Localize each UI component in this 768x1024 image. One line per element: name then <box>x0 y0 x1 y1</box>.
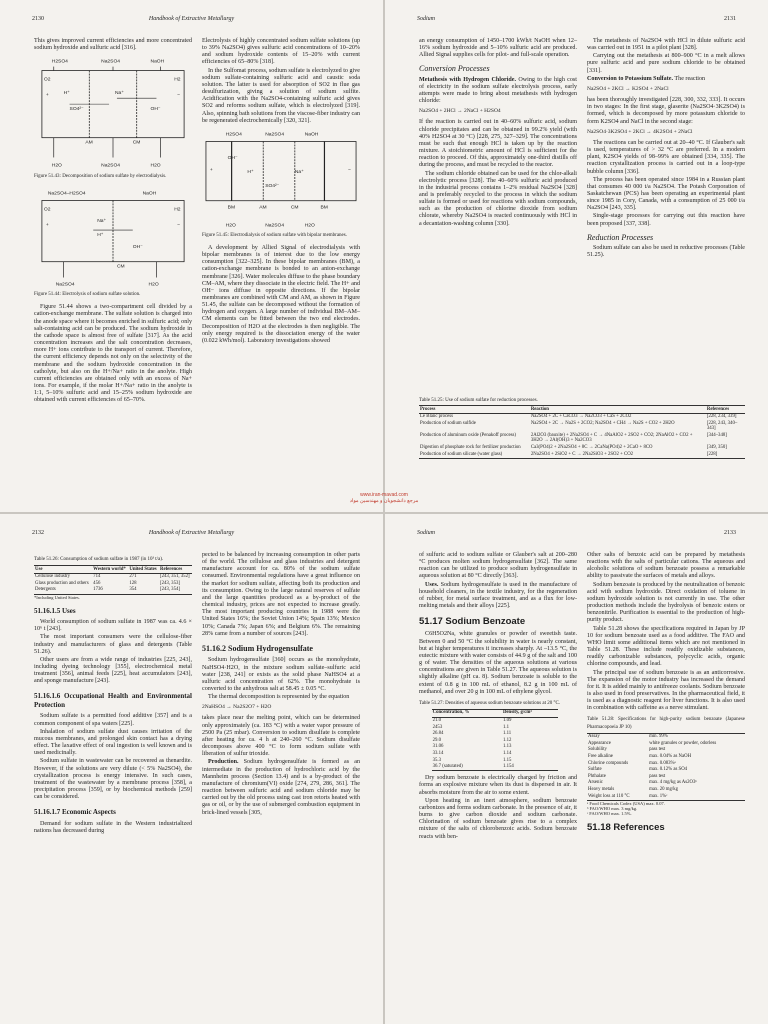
section-heading: Reduction Processes <box>587 232 654 242</box>
page-2133 <box>385 514 768 1024</box>
table-cell: 1736 <box>93 587 103 593</box>
paragraph <box>202 759 360 816</box>
column-right <box>587 38 745 260</box>
section-heading: 51.16.2 Sodium Hydrogensulfate <box>202 643 313 653</box>
fig44-bottom-label: H2O <box>148 282 159 288</box>
table-cell: Glass production and others <box>35 580 89 586</box>
paragraph: The thermal decomposition is represented by the equation <box>208 694 350 701</box>
chapter-heading: 51.17 Sodium Benzoate <box>419 616 526 628</box>
table-cell: 1.12 <box>502 737 512 743</box>
watermark-url: www.iran-mavad.com <box>360 492 408 498</box>
table-cell: Assay <box>588 734 600 740</box>
table-cell: 271 <box>129 574 137 580</box>
anode-sign: + <box>45 93 49 99</box>
paragraph: Sodium hydrogensulfate [360] occurs as the monohydrate, NaHSO4·H2O, in the mixture sodium sulfate–sulfuric acid water [238, 241] or exists as the solid phase NaHSO4 at a sulfuric acid concentration of 62%. The monohydrate is converted to the anhydrous salt at 58.45 ± 0.05 °C. <box>202 657 360 692</box>
paragraph: The most important consumers were the cellulose-fiber industry and manufacturers of glass and detergents (Table 51.26). <box>34 634 192 655</box>
fig44-bottom-label: Na2SO4 <box>55 282 75 288</box>
table-title: Table 51.25: Use of sodium sulfate for reduction processes. <box>419 398 538 403</box>
page-2131 <box>349 0 768 512</box>
fig45-membrane-label: BM <box>320 205 328 211</box>
table-title: Table 51.26: Consumption of sodium sulfate in 1987 (in 10³ t/a). <box>34 557 164 562</box>
densities-table <box>432 709 558 771</box>
table-row <box>432 751 558 758</box>
column-right <box>587 552 745 837</box>
table-cell: Production of sodium sulfide <box>420 420 476 426</box>
section-heading: 51.16.1.7 Economic Aspects <box>34 808 116 817</box>
paragraph: Sodium sulfate in wastewater can be recovered as thenardite. However, if the solutions are very dilute (< 5% Na2SO4), the crystallization process is energy intensive. In such cases, treatment of the wastewater by a membrane process [358], a precipitation process [359], or by biochemical methods [259] can be considered. <box>34 758 192 801</box>
reaction-equation: Na2SO4·3K2SO4 + 2KCl → 4K2SO4 + 2NaCl <box>587 128 693 135</box>
page-number: 2133 <box>724 530 736 536</box>
table-cell: 33.14 <box>432 751 444 757</box>
paragraph: takes place near the melting point, which can be determined only approximately (ca. 183 °C) with a water vapor pressure of 2500 Pa (25 mbar). Conversion to sodium disulfate is complete after heating for ca. 4 h at 240–260 °C. Sodium disulfate decomposes above 400 °C to form sodium sulfate with liberation of sulfur trioxide. <box>202 715 360 758</box>
electrodialysis-cell-svg <box>34 54 192 172</box>
table-cell: Sulfate <box>588 767 602 773</box>
fig43-gas-label: O2 <box>43 77 51 83</box>
paragraph-text: Sodium hydrogensulfate is formed as an intermediate in the production of hydrochloric acid by the Mannheim process (Section 13.4) and is a by-product of the manufacture of chromium(VI) oxide [274, 279, 286, 361]. The reaction between sulfuric acid and sodium chloride may be carried out by the old process using cast iron retorts heated with gas or oil, or by the use of submerged combustion equipment in brick-lined vessels [305, <box>202 759 360 816</box>
fig44-top-label: Na2SO4–H2SO4 <box>47 191 86 197</box>
fig45-membrane-label: AM <box>259 205 267 211</box>
watermark <box>0 492 768 504</box>
running-head: Sodium <box>417 530 435 536</box>
column-header: References <box>159 566 183 572</box>
paragraph: Electrolysis of highly concentrated sodium sulfate solutions (up to 39% Na2SO4) gives sulfuric acid concentrations of 10–20% and sodium hydroxide contents of 15–20% with current efficiencies of 65–80% [318]. <box>202 38 360 66</box>
table-cell: Chlorine compounds <box>588 760 629 766</box>
figure-51-44-diagram <box>34 186 192 290</box>
table-cell: Digestion of phosphate rock for fertilizer production <box>420 445 521 451</box>
fig45-bottom-label: H2O <box>304 223 315 229</box>
fig45-membrane-label: BM <box>227 205 236 211</box>
run-in-heading: Uses. <box>425 581 439 588</box>
figure-caption: Figure 51.43: Decomposition of sodium sulfate by electrodialysis. <box>34 174 167 180</box>
table-cell: [228, 243, 340–343] <box>706 420 738 432</box>
table-cell: max. 0.083%ᵃ <box>649 760 676 766</box>
table-cell: pass test <box>649 773 666 779</box>
running-head: Sodium <box>417 16 435 22</box>
figure-caption: Figure 51.44: Electrolysis of sodium sulfate solution. <box>34 292 141 298</box>
table-row <box>432 724 558 731</box>
paragraph: Demand for sodium sulfate in the Western industrialized nations has decreased during <box>34 820 192 834</box>
table-title: Table 51.28: Specifications for high-purity sodium benzoate (Japanese Pharmacopoeia JP 10) <box>587 717 745 730</box>
table-cell: max. 1%ᶜ <box>649 793 668 799</box>
cathode-sign: − <box>177 93 181 99</box>
table-cell: 714 <box>93 574 101 580</box>
fig43-ion-label: OH⁻ <box>150 107 161 113</box>
column-header: Reaction <box>530 406 549 412</box>
page-number: 2130 <box>32 16 44 22</box>
table-header-row <box>419 406 745 414</box>
paragraph: Sodium sulfate is a permitted food additive [357] and is a common component of spa waters [225]. <box>34 713 192 727</box>
column-header: United States <box>129 566 157 572</box>
page-number: 2131 <box>724 16 736 22</box>
cell-outline <box>206 141 356 200</box>
table-cell: 2453 <box>432 724 443 730</box>
figure-caption: Figure 51.45: Electrodialysis of sodium sulfate with bipolar membranes. <box>202 232 347 238</box>
table-cell: max. 0.04% as NaOH <box>649 754 692 760</box>
paragraph: Table 51.28 shows the specifications required in Japan by JP 10 for sodium benzoate used as a food additive. The FAO and WHO limit some additional items which are not mentioned in Table 51.28. These include readily oxidizable substances, readily carbonizable substances, polycyclic acids, organic chlorine compounds, and lead. <box>587 625 745 668</box>
fig43-top-label: NaOH <box>150 59 165 65</box>
paragraph: The sodium chloride obtained can be used for the chlor-alkali electrolytic process [328]. The 40–60% sulfuric acid produced in the industrial process contains 1–2% residual Na2SO4 [328] and is preferably recycled to the process in which the sodium sulfate is formed or used for reactions with sodium compounds, such as the production of chlorine dioxide from sodium chlorate, whereby Na2SO4 is reacted continuously with HCl in a decantation-washing column [330]. <box>419 170 577 227</box>
watermark-text: مرجع دانشجویان و مهندسین مواد <box>349 498 419 504</box>
table-cell: 2Na2SO4 + 2SiO2 + C → 2Na2SiO3 + 2SO2 + CO2 <box>530 451 634 457</box>
paragraph: of sulfuric acid to sodium sulfate or Glauber's salt at 200–280 °C produces molten sodium hydrogensulfate [362]. The same reaction can be utilized to produce sodium hydrogensulfate in aqueous solution at 80 °C directly [363]. <box>419 552 577 580</box>
specifications-table <box>587 733 745 801</box>
table-cell: 2Al2O3 (bauxite) + 2Na2SO4 + C → 4NaAlO2 + 2SO2 + CO2; 2NaAlO2 + CO2 + 3H2O → 2Al(OH)3 + Na2CO3 <box>530 432 693 444</box>
consumption-table <box>34 565 192 594</box>
table-cell: pass test <box>649 747 666 753</box>
fig45-bottom-label: H2O <box>225 223 236 229</box>
fig43-bottom-label: H2O <box>150 163 161 169</box>
fig44-ion-label: Na⁺ <box>97 219 107 225</box>
fig43-membrane-label: AM <box>85 140 93 146</box>
table-cell: Solubility <box>588 747 607 753</box>
page-header <box>417 16 736 26</box>
page-header <box>32 530 351 540</box>
table-cell: 1.1 <box>502 724 509 730</box>
fig43-ion-label: Na⁺ <box>114 91 124 97</box>
paragraph: The process has been operated since 1984 in a Russian plant that consumes 40 000 t/a Na2SO4. The Potash Corporation of Saskatchewan (PCS) has been operating an experimental plant since 1985 in Cory, Canada, with a consumption of 25 000 t/a Na2SO4 [243, 335]. <box>587 176 745 212</box>
table-row <box>419 445 745 452</box>
paragraph <box>587 76 745 83</box>
paragraph: The principal use of sodium benzoate is as an anticorrosive. The expansion of the motor industry has increased the demand for it. It is added mainly to antifreeze coolants. Sodium benzoate is also used in food preservatives. In the pharmaceutical field, it is used as a diagnostic reagent for liver functions. It is also used in combination with caffeine as a nerve stimulant. <box>587 669 745 712</box>
page-header <box>32 16 351 26</box>
table-row <box>419 413 745 420</box>
paragraph: The metathesis of Na2SO4 with HCl in dilute sulfuric acid was carried out in 1951 in a pilot plant [328]. <box>587 38 745 52</box>
paragraph <box>419 582 577 611</box>
column-header: Use <box>35 566 43 572</box>
table-cell: [243, 354] <box>159 587 180 593</box>
column-header: Density, g/cm³ <box>502 710 532 716</box>
paragraph: Inhalation of sodium sulfate dust causes irritation of the mucous membranes, and prolonged skin contact has a drying effect. The laxative effect of oral ingestion is well known and is used medicinally. <box>34 728 192 757</box>
paragraph: Sodium benzoate is produced by the neutralization of benzoic acid with sodium hydroxide. Direct oxidation of toluene in sodium hydroxide solution is not currently in use. The other production methods include the hydrolysis of benzoic esters or benzonitrile. Purification is essential to the production of high-purity product. <box>587 581 745 624</box>
table-cell: 128 <box>129 580 137 586</box>
table-cell: 1.154 <box>502 764 514 770</box>
paragraph: has been thoroughly investigated [228, 300, 332, 333]. It occurs in two stages: In the first stage, glaserite (Na2SO4·3K2SO4) is formed, which is decomposed by more potassium chloride to form K2SO4 and NaCl in the second stage: <box>587 97 745 125</box>
chapter-heading: 51.18 References <box>587 821 665 833</box>
fig43-bottom-label: H2O <box>51 163 62 169</box>
table-cell: [349, 350] <box>706 445 727 451</box>
table-row <box>34 580 192 587</box>
page-2132 <box>0 514 383 1024</box>
table-row <box>587 733 745 740</box>
table-row <box>432 764 558 771</box>
run-in-heading: Conversion to Potassium Sulfate. <box>587 75 673 82</box>
anode-sign: + <box>45 223 49 229</box>
table-cell: Ca3(PO4)2 + 2Na2SO4 + 8C → 2CaNa(PO4)2 + 2CaO + 8CO <box>530 445 653 451</box>
column-left <box>34 38 192 406</box>
fig43-ion-label: H⁺ <box>63 91 70 97</box>
table-cell: 1.11 <box>502 731 512 737</box>
table-row <box>587 747 745 754</box>
fig44-gas-label: O2 <box>43 207 51 213</box>
table-cell: max. 0.12% as SO4 <box>649 767 688 773</box>
table-cell: 1.14 <box>502 751 512 757</box>
table-cell: [344–348] <box>706 432 727 438</box>
electrolysis-cell-svg <box>34 186 192 290</box>
table-cell: max. 20 mg/kg <box>649 787 679 792</box>
fig45-ion-label: Na⁺ <box>294 169 304 175</box>
paragraph: Upon heating in an inert atmosphere, sodium benzoate carbonizes and forms sodium carbonate. In the presence of air, it burns to give carbon dioxide and sodium carbonate. Chlorination of sodium benzoate gives rise to a complex mixture of the salts of chlorobenzoic acids. Sodium benzoate reacts with ben- <box>419 797 577 840</box>
section-heading: 51.16.1.5 Uses <box>34 606 76 615</box>
paragraph: Sodium sulfate can also be used in reductive processes (Table 51.25). <box>587 244 745 259</box>
table-cell: Le Blanc process <box>420 414 454 420</box>
section-heading: Conversion Processes <box>419 64 490 74</box>
table-footnote: ᵃ Food Chemicals Codex (USA) max. 0.07. <box>587 800 665 806</box>
table-row <box>34 573 192 580</box>
paragraph: If the reaction is carried out in 40–60% sulfuric acid, sodium chloride precipitates and can be obtained in 99.2% yield (with 40% H2SO4 at 30 °C) [228, 275, 327–329]. The concentrations must be such that enough HCl is taken up by the reaction mixture. A stoichiometric amount of HCl is sufficient for the reaction to proceed. Of this, approximately one-third distills off during the process, and must be recycled to the reactor. <box>419 119 577 169</box>
paragraph: Other users are from a wide range of industries [225, 243], including dyeing technology [355], electrochemical metal treatment [356], animal feeds [225], heat accumulators [243], and sponge manufacture [243]. <box>34 656 192 685</box>
table-cell: 456 <box>93 580 101 586</box>
fig44-ion-label: H⁺ <box>97 233 104 239</box>
table-row <box>587 767 745 774</box>
table-cell: Arsenic <box>588 780 603 786</box>
fig44-gas-label: H2 <box>174 207 181 213</box>
table-cell: Production of sodium silicate (water glass) <box>420 451 503 457</box>
fig43-gas-label: H2 <box>174 77 181 83</box>
table-cell: 36.7 (saturated) <box>432 764 463 770</box>
column-header: Western world* <box>93 566 126 572</box>
paragraph: pected to be balanced by increasing consumption in other parts of the world. The cellulose and glass industries and detergent manufacture account for ca. 80% of the sodium sulfate consumed. Environmental regulations have a great influence on the market for sodium sulfate, affecting both its production and its consumption. Owing to the large natural reserves of sulfate and the large quantities produced as a by-product of the chemical industry, prices are not expected to increase greatly. The most important producing countries in 1988 were the United States 16%; the Soviet Union 14%; Spain 13%; Mexico 10%; Canada 7%; Japan 6%; and Belgium 6%. The remaining 28% came from a number of sources [243]. <box>202 552 360 637</box>
fig45-ion-label: H⁺ <box>247 169 254 175</box>
fig43-ion-label: SO4²⁻ <box>69 107 84 113</box>
table-cell: min. 99% <box>649 734 668 740</box>
table-row <box>587 754 745 761</box>
paragraph-text: The reaction <box>674 75 706 82</box>
paragraph: Figure 51.44 shows a two-compartment cell divided by a cation-exchange membrane. The sulfate solution is charged into the anode space where it becomes enriched in sulfuric acid; only salt-containing acid can be produced. The sodium hydroxide in the cathode space is almost free of sulfate [317]. As the acid concentration increases and the salt concentration decreases, more H+ ions contribute to the transport of current. Therefore, the current efficiency depends not only on the selectivity of the membrane and the sodium hydroxide concentration in the catholyte, but also on the H+/Na+ ratio in the anolyte. High current efficiencies are obtained only with an excess of Na+ ions. For example, if the molar H+/Na+ ratio in the anolyte is 1:1, 5–10% sulfuric acid and 15–25% sodium hydroxide are obtained with current efficiencies of 65–70%. <box>34 304 192 404</box>
table-cell: 1.15 <box>502 757 512 763</box>
column-header: References <box>706 406 730 412</box>
table-cell: Na2SO4 + 2C + CaCO3 → Na2CO3 + CaS + 2CO2 <box>530 414 632 420</box>
paragraph: Single-stage processes for carrying out this reaction have been proposed [337, 338]. <box>587 213 745 227</box>
table-row <box>419 420 745 432</box>
cathode-sign: − <box>348 167 352 173</box>
table-row <box>432 731 558 738</box>
paragraph <box>419 77 577 106</box>
fig43-bottom-label: Na2SO4 <box>101 163 121 169</box>
table-footnote: ᶜ FAO/WHO max. 1.5%. <box>587 810 632 816</box>
fig45-bottom-label: Na2SO4 <box>265 223 285 229</box>
fig45-ion-label: OH⁻ <box>227 156 238 162</box>
reaction-equation: 2NaHSO4 → Na2S2O7 + H2O <box>202 704 272 711</box>
figure-51-43-diagram <box>34 54 192 172</box>
table-cell: Phthalate <box>588 773 606 779</box>
table-cell: Production of aluminum oxide (Penakoff process) <box>420 432 516 438</box>
fig45-top-label: H2SO4 <box>225 132 242 138</box>
paragraph: The reactions can be carried out at 20–40 °C. If Glauber's salt is used, temperatures of > 32 °C are preferred. In a modern plant, K2SO4 yields of 98–99% are obtained [334, 335]. The reaction crystallization process is carried out in a loop-type bubble column [336]. <box>587 139 745 175</box>
paragraph: Other salts of benzoic acid can be prepared by metathesis reactions with the salts of particular cations. The aqueous and alcoholic solutions of sodium benzoate possess a remarkable ability to passivate the surfaces of metals and alloys. <box>587 552 745 580</box>
table-row <box>419 432 745 444</box>
table-cell: Na2SO4 + 2C → Na2S + 2CO2; Na2SO4 + CH4 → Na2S + CO2 + 2H2O <box>530 420 675 426</box>
table-row <box>432 717 558 724</box>
table-cell: 1.13 <box>502 744 512 750</box>
run-in-heading: Production. <box>208 759 239 766</box>
table-row <box>587 760 745 767</box>
table-cell: Cellulose industry <box>35 574 71 580</box>
table-row <box>34 587 192 594</box>
figure-51-45-diagram <box>202 127 360 231</box>
table-header-row <box>34 566 192 574</box>
fig44-membrane-label: CM <box>116 264 125 270</box>
table-cell: 26.84 <box>432 731 444 737</box>
paragraph-text: Sodium hydrogensulfate is used in the manufacture of household cleaners, in the textile industry, for the regeneration of rubber, for metal surface treatment, and as a flux for low-melting metals and their alloys [225]. <box>419 581 577 610</box>
page-header <box>417 530 736 540</box>
table-cell: Weight loss at 110 °C <box>588 793 630 799</box>
reaction-equation: Na2SO4 + 2HCl → 2NaCl + H2SO4 <box>419 108 501 115</box>
fig45-top-label: Na2SO4 <box>265 132 285 138</box>
cell-outline <box>42 71 184 138</box>
paragraph: This gives improved current efficiencies and more concentrated sodium hydroxide and sulfuric acid [316]. <box>34 38 192 52</box>
paragraph: Carrying out the metathesis at 800–900 °C in a melt allows pure sulfuric acid and pure sodium chloride to be obtained [331]. <box>587 53 745 74</box>
table-cell: Free alkaline <box>588 754 613 760</box>
table-cell: white granules or powder, odorless <box>649 740 717 746</box>
table-cell: 31.06 <box>432 744 444 750</box>
table-cell: 354 <box>129 587 137 593</box>
table-row <box>587 740 745 747</box>
table-row <box>587 773 745 780</box>
fig45-membrane-label: CM <box>290 205 299 211</box>
table-cell: Detergents <box>35 587 56 593</box>
table-row <box>419 451 745 458</box>
running-head: Handbook of Extractive Metallurgy <box>148 16 235 22</box>
table-row <box>587 787 745 794</box>
table-footnote: ᵇ FAO/WHO max. 3 mg/kg. <box>587 805 638 811</box>
section-heading: 51.16.1.6 Occupational Health and Environmental Protection <box>34 692 192 709</box>
table-cell: 35.3 <box>432 757 442 763</box>
reduction-processes-table <box>419 405 745 459</box>
table-cell: [243, 351, 352] <box>159 574 190 580</box>
column-header: Process <box>420 406 436 412</box>
table-row <box>587 780 745 787</box>
table-title: Table 51.27: Densities of aqueous sodium benzoate solutions at 20 °C. <box>419 700 561 706</box>
column-left <box>419 552 577 842</box>
fig45-ion-label: SO4²⁻ <box>265 183 280 189</box>
table-cell: max. 4 mg/kg as As2O3ᵇ <box>649 780 697 786</box>
page-2130 <box>0 0 383 512</box>
cathode-sign: − <box>177 223 181 229</box>
table-cell: [228, 234, 339] <box>706 414 737 420</box>
table-footnote: *Including United States. <box>34 594 80 600</box>
paragraph: C6H5O2Na, white granules or powder of sweetish taste. Between 0 and 50 °C the solubility in water is nearly constant, but at higher temperatures it increases sharply. At –13.5 °C, the eutectic mixture with water consists of 44.9 g of the salt and 100 g of water. The densities of the aqueous solutions at various concentrations are given in Table 51.27. The aqueous solution is slightly alkaline (pH ca. 8). Sodium benzoate is soluble to the extent of 0.8 g in 100 mL of ethanol, 8.2 g in 100 mL of methanol, and over 20 g in 100 mL of ethylene glycol. <box>419 631 577 695</box>
table-cell: 21.0 <box>432 718 442 724</box>
table-row <box>587 793 745 800</box>
table-cell: [228] <box>706 451 718 457</box>
running-head: Handbook of Extractive Metallurgy <box>148 530 235 536</box>
table-row <box>432 737 558 744</box>
fig44-ion-label: OH⁻ <box>132 245 143 251</box>
run-in-heading: Metathesis with Hydrogen Chloride. <box>419 76 517 83</box>
paragraph: A development by Allied Signal of electrodialysis with bipolar membranes is of interest due to the low energy consumption [322–325]. In these bipolar membranes (BM), a cation-exchange membrane is bonded to an anion-exchange membrane [326]. Water molecules diffuse to the phase boundary CM–AM, where they dissociate in the electric field. The H+ and OH− ions diffuse in opposite directions. If the bipolar membranes are combined with CM and AM, as shown in Figure 51.45, the sulfate can be decomposed without the formation of hydrogen and oxygen. A large number of individual BM–AM–CM elements can be fitted between the two end electrodes. Decomposition of H2O at the electrodes is then negligible. The only energy required is the dissociation energy of the water (0.022 kWh/mol). Laboratory investigations showed <box>202 244 360 344</box>
reaction-equation: Na2SO4 + 2KCl → K2SO4 + 2NaCl <box>587 85 669 92</box>
fig43-top-label: H2SO4 <box>51 59 68 65</box>
paragraph: World consumption of sodium sulfate in 1987 was ca. 4.6 × 10⁶ t [243]. <box>34 619 192 633</box>
fig44-top-label: NaOH <box>142 191 157 197</box>
paragraph-text: Owing to the high cost of electricity in the sodium sulfate electrolysis process, early attempts were made to bring about metathesis with hydrogen chloride: <box>419 76 577 105</box>
table-51-25 <box>419 394 745 459</box>
column-right <box>202 552 360 818</box>
fig45-top-label: NaOH <box>304 132 319 138</box>
paragraph: In the Sulfomat process, sodium sulfate is electrolyzed to give sodium sulfate-containing sulfuric acid and caustic soda solution. The latter is used for absorption of SO2 in flue gas desulfurization, giving a solution of sodium sulfite. Acidification with the Na2SO4-containing sulfuric acid gives SO2 and reforms sodium sulfate, which is electrolyzed [319]. Also, spinning bath solutions from the viscose-fiber industry can be regenerated electrochemically [320, 321]. <box>202 67 360 124</box>
column-right <box>202 38 360 346</box>
table-cell: Heavy metals <box>588 787 615 792</box>
column-header: Concentration, % <box>432 710 470 716</box>
table-header-row <box>432 709 558 717</box>
page-number: 2132 <box>32 530 44 536</box>
paragraph: Dry sodium benzoate is electrically charged by friction and forms an explosive mixture when its dust is dispersed in air. It absorbs moisture from the air to some extent. <box>419 775 577 796</box>
anode-sign: + <box>209 167 213 173</box>
table-cell: 29.0 <box>432 737 442 743</box>
fig43-membrane-label: CM <box>132 140 141 146</box>
table-cell: Appearance <box>588 740 611 746</box>
column-left <box>34 552 192 836</box>
table-cell: [243, 353] <box>159 580 180 586</box>
bipolar-membrane-cell-svg <box>202 127 360 231</box>
table-cell: 1.09 <box>502 718 512 724</box>
table-row <box>432 744 558 751</box>
column-left <box>419 38 577 229</box>
fig43-top-label: Na2SO4 <box>101 59 121 65</box>
paragraph: an energy consumption of 1450–1700 kWh/t NaOH when 12–16% sodium hydroxide and 5–10% sulfuric acid are produced. Allied Signal supplies cells for pilot- and full-scale operation. <box>419 38 577 59</box>
table-row <box>432 757 558 764</box>
